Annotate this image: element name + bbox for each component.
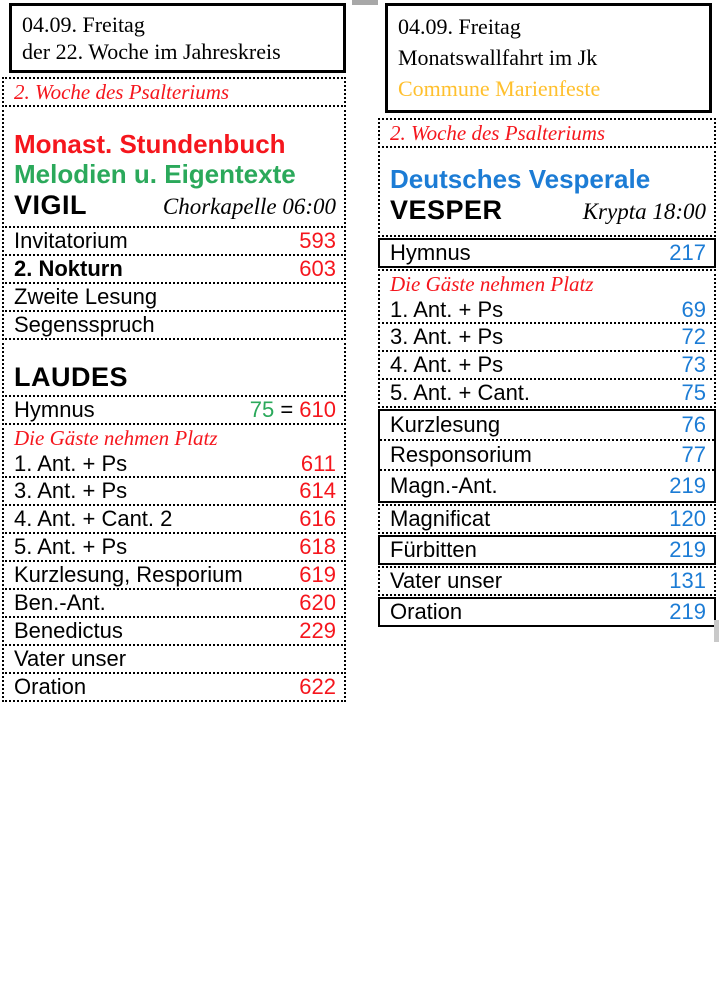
row-label: Kurzlesung (390, 412, 501, 437)
schedule-row (378, 504, 716, 534)
page-number-part: 618 (299, 534, 336, 559)
row-label: 4. Ant. + Cant. 2 (14, 506, 173, 531)
guests-note (390, 273, 706, 296)
row-page-number (669, 599, 706, 625)
row-page-number (299, 618, 336, 644)
page-number-part: 75 (681, 380, 706, 405)
day-header-line: Commune Marienfeste (398, 76, 601, 101)
schedule-row (380, 441, 714, 471)
row-page-number (301, 451, 336, 477)
book-title-block (2, 105, 346, 228)
rubric-note-text: 2. Woche des Psalteriums (14, 79, 230, 104)
row-page-number (669, 568, 706, 594)
schedule-row (2, 532, 346, 562)
page-number-part: 217 (669, 240, 706, 265)
row-label: Hymnus (390, 240, 471, 265)
row-page-number (669, 473, 706, 499)
row-label: Hymnus (14, 397, 95, 422)
rubric-note-text: 2. Woche des Psalteriums (390, 120, 606, 145)
page-number-part: 120 (669, 506, 706, 531)
schedule-row (2, 616, 346, 646)
schedule-row-line (14, 450, 336, 477)
office-header-row (14, 190, 336, 221)
page-number-part: 610 (299, 397, 336, 422)
schedule-row (2, 395, 346, 425)
page-number-part: 73 (681, 352, 706, 377)
row-page-number (682, 352, 706, 378)
row-label: 1. Ant. + Ps (390, 296, 504, 322)
office-name: LAUDES (14, 362, 129, 392)
page-number-part: 219 (669, 599, 706, 624)
page-number-part: = (274, 397, 300, 422)
row-label: Oration (390, 599, 463, 624)
schedule-row (2, 476, 346, 506)
location-time: Krypta 18:00 (582, 199, 706, 224)
rubric-note-text: Die Gäste nehmen Platz (390, 272, 594, 296)
day-header-line: Monatswallfahrt im Jk (398, 45, 598, 70)
row-page-number (299, 590, 336, 616)
row-label: Magnificat (390, 506, 491, 531)
schedule-row (2, 672, 346, 702)
row-page-number (299, 228, 336, 254)
schedule-row (2, 226, 346, 256)
row-label: 3. Ant. + Ps (390, 324, 504, 349)
book-title-line: Melodien u. Eigentexte (14, 159, 296, 189)
office-name-cell (2, 338, 346, 397)
column-left (2, 3, 346, 702)
schedule-row-line (390, 296, 706, 323)
page-number-part: 75 (249, 397, 275, 422)
schedule-row (378, 350, 716, 380)
row-page-number (250, 397, 336, 423)
schedule-row (380, 411, 714, 441)
schedule-row (378, 535, 716, 565)
page-number-part: 611 (300, 450, 336, 476)
row-page-number (299, 534, 336, 560)
column-right (378, 3, 716, 627)
row-page-number (299, 506, 336, 532)
row-label: Ben.-Ant. (14, 590, 106, 615)
row-label: Benedictus (14, 618, 123, 643)
row-label: Magn.-Ant. (390, 473, 498, 498)
schedule-row (2, 560, 346, 590)
psalter-week-note (378, 118, 716, 148)
schedule-row (378, 238, 716, 268)
page-number-part: 614 (299, 478, 336, 503)
schedule-row (2, 310, 346, 340)
schedule-row (2, 644, 346, 674)
schedule-row (2, 282, 346, 312)
row-label: Zweite Lesung (14, 284, 158, 309)
page-number-part: 219 (669, 537, 706, 562)
day-header-line: 04.09. Freitag (22, 12, 145, 37)
row-label: Oration (14, 674, 87, 699)
schedule-row (378, 597, 716, 627)
row-page-number (682, 442, 706, 468)
row-page-number (682, 297, 706, 323)
row-page-number (682, 412, 706, 438)
row-page-number (682, 324, 706, 350)
schedule-row (378, 269, 716, 324)
location-time: Chorkapelle 06:00 (162, 194, 336, 219)
schedule-row (2, 423, 346, 478)
row-label: Fürbitten (390, 537, 477, 562)
schedule-row (378, 378, 716, 408)
row-label: 1. Ant. + Ps (14, 450, 128, 476)
row-page-number (299, 562, 336, 588)
page-number-part: 622 (299, 674, 336, 699)
schedule-row (378, 322, 716, 352)
schedule-row (2, 588, 346, 618)
page-number-part: 229 (299, 618, 336, 643)
row-page-number (299, 478, 336, 504)
row-page-number (669, 240, 706, 266)
row-label: 3. Ant. + Ps (14, 478, 128, 503)
day-header-line: der 22. Woche im Jahreskreis (22, 39, 281, 64)
row-label: 5. Ant. + Cant. (390, 380, 531, 405)
schedule-row (2, 504, 346, 534)
page-number-part: 131 (669, 568, 706, 593)
guests-note (14, 427, 336, 450)
page-number-part: 76 (681, 412, 706, 437)
day-header-box (385, 3, 712, 113)
row-page-number (682, 380, 706, 406)
page-number-part: 619 (299, 562, 336, 587)
row-label: Vater unser (14, 646, 127, 671)
schedule-row (380, 471, 714, 501)
office-name: VIGIL (14, 190, 88, 220)
scrollbar-vertical-thumb[interactable] (714, 620, 719, 642)
row-label: Invitatorium (14, 228, 128, 253)
row-page-number (669, 537, 706, 563)
page-number-part: 69 (681, 296, 706, 322)
page-number-part: 77 (681, 442, 706, 467)
row-label: Responsorium (390, 442, 532, 467)
page-number-part: 219 (669, 473, 706, 498)
page-number-part: 593 (299, 228, 336, 253)
page-number-part: 603 (299, 256, 336, 281)
day-header-box (9, 3, 346, 73)
schedule-row (2, 254, 346, 284)
row-label: 2. Nokturn (14, 256, 123, 281)
psalter-week-note (2, 77, 346, 107)
rubric-note-text: Die Gäste nehmen Platz (14, 426, 218, 450)
row-label: 5. Ant. + Ps (14, 534, 128, 559)
row-label: Vater unser (390, 568, 503, 593)
page-number-part: 616 (299, 506, 336, 531)
row-page-number (299, 256, 336, 282)
row-label: Kurzlesung, Resporium (14, 562, 243, 587)
page-number-part: 620 (299, 590, 336, 615)
office-name: VESPER (390, 195, 503, 225)
day-header-line: 04.09. Freitag (398, 14, 521, 39)
page-number-part: 72 (681, 324, 706, 349)
scrollbar-horizontal-thumb[interactable] (352, 0, 378, 5)
schedule-row (378, 566, 716, 596)
book-title-block (378, 146, 716, 237)
row-label: 4. Ant. + Ps (390, 352, 504, 377)
row-label: Segensspruch (14, 312, 155, 337)
row-page-number (669, 506, 706, 532)
row-page-number (299, 674, 336, 700)
book-title-line: Deutsches Vesperale (390, 164, 651, 194)
row-group (378, 409, 716, 503)
book-title-line: Monast. Stundenbuch (14, 129, 286, 159)
office-header-row (390, 195, 706, 226)
